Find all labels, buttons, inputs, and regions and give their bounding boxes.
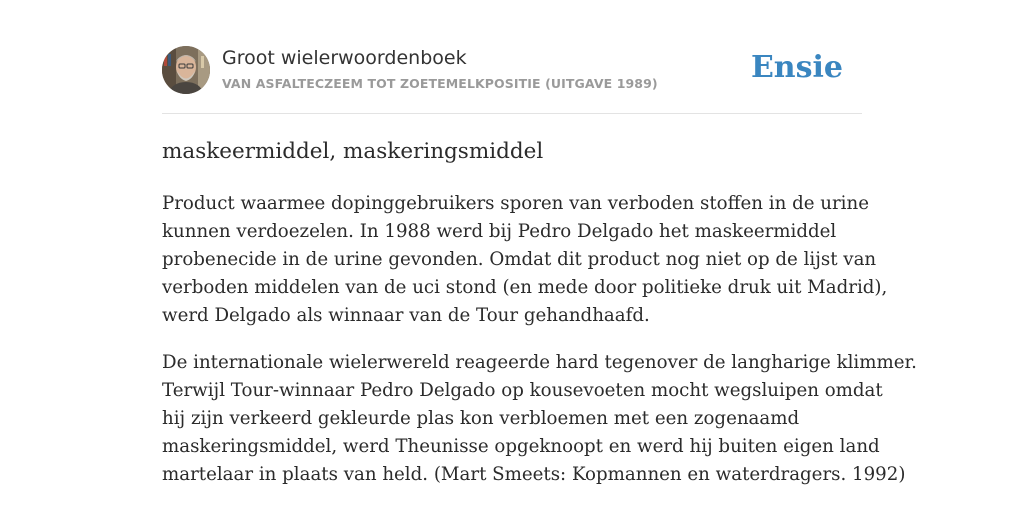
divider: [162, 113, 862, 114]
paragraph-line: kunnen verdoezelen. In 1988 werd bij Pedro Delgado het maskeermiddel: [162, 221, 837, 242]
portrait-icon: [162, 46, 210, 94]
paragraph-line: Terwijl Tour-winnaar Pedro Delgado op kousevoeten mocht wegsluipen omdat: [162, 380, 883, 401]
author-subtitle: VAN ASFALTECZEEM TOT ZOETEMELKPOSITIE (UITGAVE 1989): [222, 76, 658, 91]
paragraph-line: martelaar in plaats van held. (Mart Smeets: Kopmannen en waterdragers. 1992): [162, 464, 906, 485]
paragraph-line: maskeringsmiddel, werd Theunisse opgeknoopt en werd hij buiten eigen land: [162, 436, 880, 457]
entry-title: maskeermiddel, maskeringsmiddel: [162, 139, 544, 164]
quote-paragraph: [162, 349, 917, 489]
paragraph-line: Product waarmee dopinggebruikers sporen van verboden stoffen in de urine: [162, 193, 869, 214]
author-name[interactable]: Groot wielerwoordenboek: [222, 47, 467, 69]
paragraph-line: probenecide in de urine gevonden. Omdat dit product nog niet op de lijst van: [162, 249, 877, 270]
paragraph-line: De internationale wielerwereld reageerde hard tegenover de langharige klimmer.: [162, 352, 917, 373]
paragraph-line: werd Delgado als winnaar van de Tour gehandhaafd.: [162, 305, 650, 326]
author-avatar[interactable]: [162, 46, 210, 94]
brand-logo[interactable]: Ensie: [750, 50, 843, 85]
paragraph-line: verboden middelen van de uci stond (en mede door politieke druk uit Madrid),: [162, 277, 888, 298]
paragraph-line: hij zijn verkeerd gekleurde plas kon verbloemen met een zogenaamd: [162, 408, 800, 429]
source-header: [162, 46, 862, 96]
definition-paragraph: [162, 190, 888, 330]
